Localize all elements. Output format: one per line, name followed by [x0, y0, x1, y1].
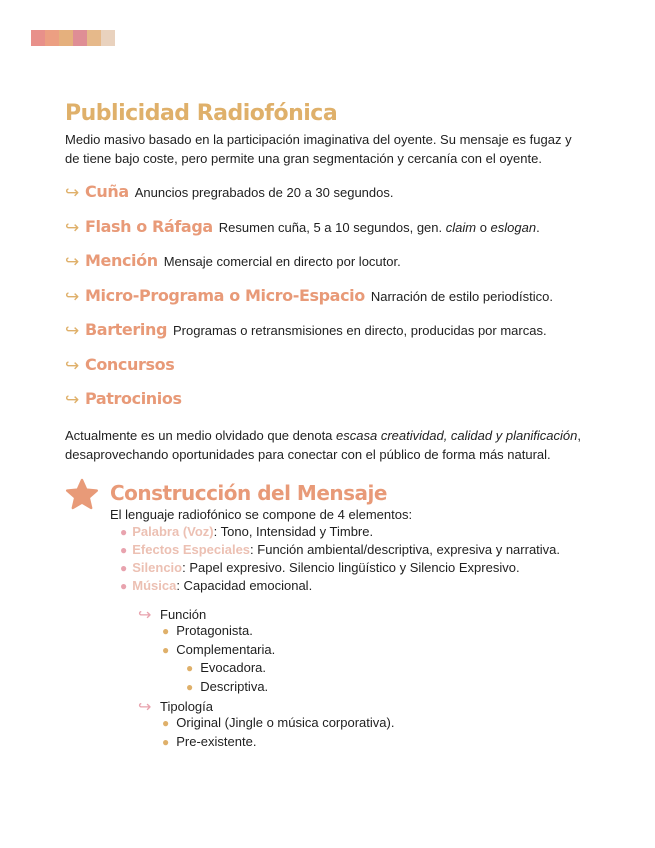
ad-type-name: Micro-Programa o Micro-Espacio: [85, 285, 365, 305]
element-name: Palabra (Voz): [132, 524, 214, 539]
tipologia-heading: [138, 698, 394, 714]
bullet-icon: ●: [162, 734, 170, 749]
ad-type-name: Mención: [85, 251, 158, 270]
intro-paragraph: Medio masivo basado en la participación imaginativa del oyente. Su mensaje es fugaz y de tiene bajo coste, pero permite una gran segmentación y cercanía con el oyente.: [65, 132, 572, 166]
arrow-return-icon: ↪: [138, 605, 152, 624]
ad-type-desc: [219, 220, 540, 235]
swatch-6: [101, 30, 115, 46]
outro-italic: escasa creatividad, calidad y planificación: [336, 427, 578, 443]
ad-type-name: Bartering: [85, 320, 168, 339]
list-item: [162, 641, 275, 660]
bullet-icon: ●: [162, 624, 170, 638]
element-name: Efectos Especiales: [132, 542, 251, 557]
arrow-return-icon: ↪: [138, 697, 152, 716]
list-item: [162, 733, 394, 752]
item-text: Complementaria.: [176, 641, 276, 657]
bullet-icon: ●: [120, 579, 128, 593]
item-text: Descriptiva.: [200, 678, 269, 694]
star-icon: [65, 478, 99, 512]
desc-part: .: [536, 219, 540, 235]
desc-italic-claim: claim: [445, 219, 477, 235]
ad-type-name: Flash o Ráfaga: [85, 216, 213, 236]
list-item: [120, 577, 560, 595]
ad-type-item: [65, 251, 585, 286]
ad-type-desc: Anuncios pregrabados de 20 a 30 segundos.: [134, 185, 394, 200]
item-text: Pre-existente.: [176, 733, 257, 749]
list-item: [120, 559, 560, 577]
outro-paragraph: [65, 426, 585, 464]
list-item: [186, 678, 275, 697]
ad-type-desc: Narración de estilo periodístico.: [370, 288, 553, 304]
item-text: Original (Jingle o música corporativa).: [176, 715, 395, 730]
funcion-label: Función: [160, 607, 207, 622]
color-palette-strip: [31, 30, 115, 46]
ad-type-name: Patrocinios: [85, 389, 182, 408]
list-item: [162, 714, 394, 733]
arrow-return-icon: ↪: [65, 355, 80, 376]
elements-list: [120, 523, 560, 595]
bullet-icon: ●: [186, 661, 194, 675]
element-desc: : Tono, Intensidad y Timbre.: [213, 524, 374, 539]
swatch-5: [87, 30, 101, 46]
element-desc: : Papel expresivo. Silencio lingüístico y Silencio Expresivo.: [182, 560, 520, 575]
element-desc: : Capacidad emocional.: [176, 578, 313, 593]
outro-part: , desaprovechando oportunidades para conectar con el público de forma más natural.: [65, 427, 582, 462]
complementaria-list: [186, 659, 275, 696]
funcion-group: [138, 606, 275, 696]
arrow-return-icon: ↪: [65, 390, 80, 410]
list-item: [162, 622, 275, 641]
ad-type-item: [65, 182, 585, 217]
ad-type-item: [65, 286, 585, 321]
swatch-4: [73, 30, 87, 46]
funcion-list: [162, 622, 275, 659]
funcion-heading: [138, 606, 275, 622]
ad-type-item: [65, 389, 585, 424]
desc-italic-eslogan: eslogan: [490, 219, 537, 235]
list-item: [120, 541, 560, 559]
arrow-return-icon: ↪: [65, 286, 80, 307]
bullet-icon: ●: [120, 525, 128, 539]
tipologia-list: [162, 714, 394, 751]
bullet-icon: ●: [162, 716, 170, 730]
section-title: Construcción del Mensaje: [110, 481, 387, 505]
element-name: Silencio: [132, 560, 183, 575]
desc-part: Resumen cuña, 5 a 10 segundos, gen.: [218, 219, 446, 235]
ad-type-desc: Programas o retransmisiones en directo, producidas por marcas.: [173, 323, 547, 338]
tipologia-label: Tipología: [160, 699, 213, 714]
page-title: Publicidad Radiofónica: [65, 101, 338, 126]
list-item: [186, 659, 275, 678]
bullet-icon: ●: [120, 561, 128, 575]
element-name: Música: [132, 578, 177, 593]
outro-part: Actualmente es un medio olvidado que denota: [65, 427, 337, 443]
ad-type-item: [65, 320, 585, 355]
ad-type-desc: Mensaje comercial en directo por locutor.: [163, 254, 401, 269]
list-item: [120, 523, 560, 541]
swatch-3: [59, 30, 73, 46]
section-intro: El lenguaje radiofónico se compone de 4 elementos:: [110, 507, 413, 522]
item-text: Evocadora.: [200, 660, 267, 675]
desc-part: o: [476, 219, 491, 235]
swatch-1: [31, 30, 45, 46]
ad-type-name: Cuña: [85, 182, 129, 201]
ad-type-item: [65, 355, 585, 390]
arrow-return-icon: ↪: [65, 217, 80, 238]
bullet-icon: ●: [162, 642, 170, 657]
publicidad-section: [65, 100, 585, 464]
element-desc: : Función ambiental/descriptiva, expresiva y narrativa.: [250, 542, 561, 557]
ad-types-list: [65, 182, 585, 424]
tipologia-group: [138, 698, 394, 751]
arrow-return-icon: ↪: [65, 183, 80, 203]
bullet-icon: ●: [120, 543, 128, 557]
swatch-2: [45, 30, 59, 46]
ad-type-item: [65, 217, 585, 252]
bullet-icon: ●: [186, 679, 194, 694]
arrow-return-icon: ↪: [65, 321, 80, 341]
arrow-return-icon: ↪: [65, 252, 80, 272]
item-text: Protagonista.: [176, 623, 253, 638]
ad-type-name: Concursos: [85, 354, 175, 374]
